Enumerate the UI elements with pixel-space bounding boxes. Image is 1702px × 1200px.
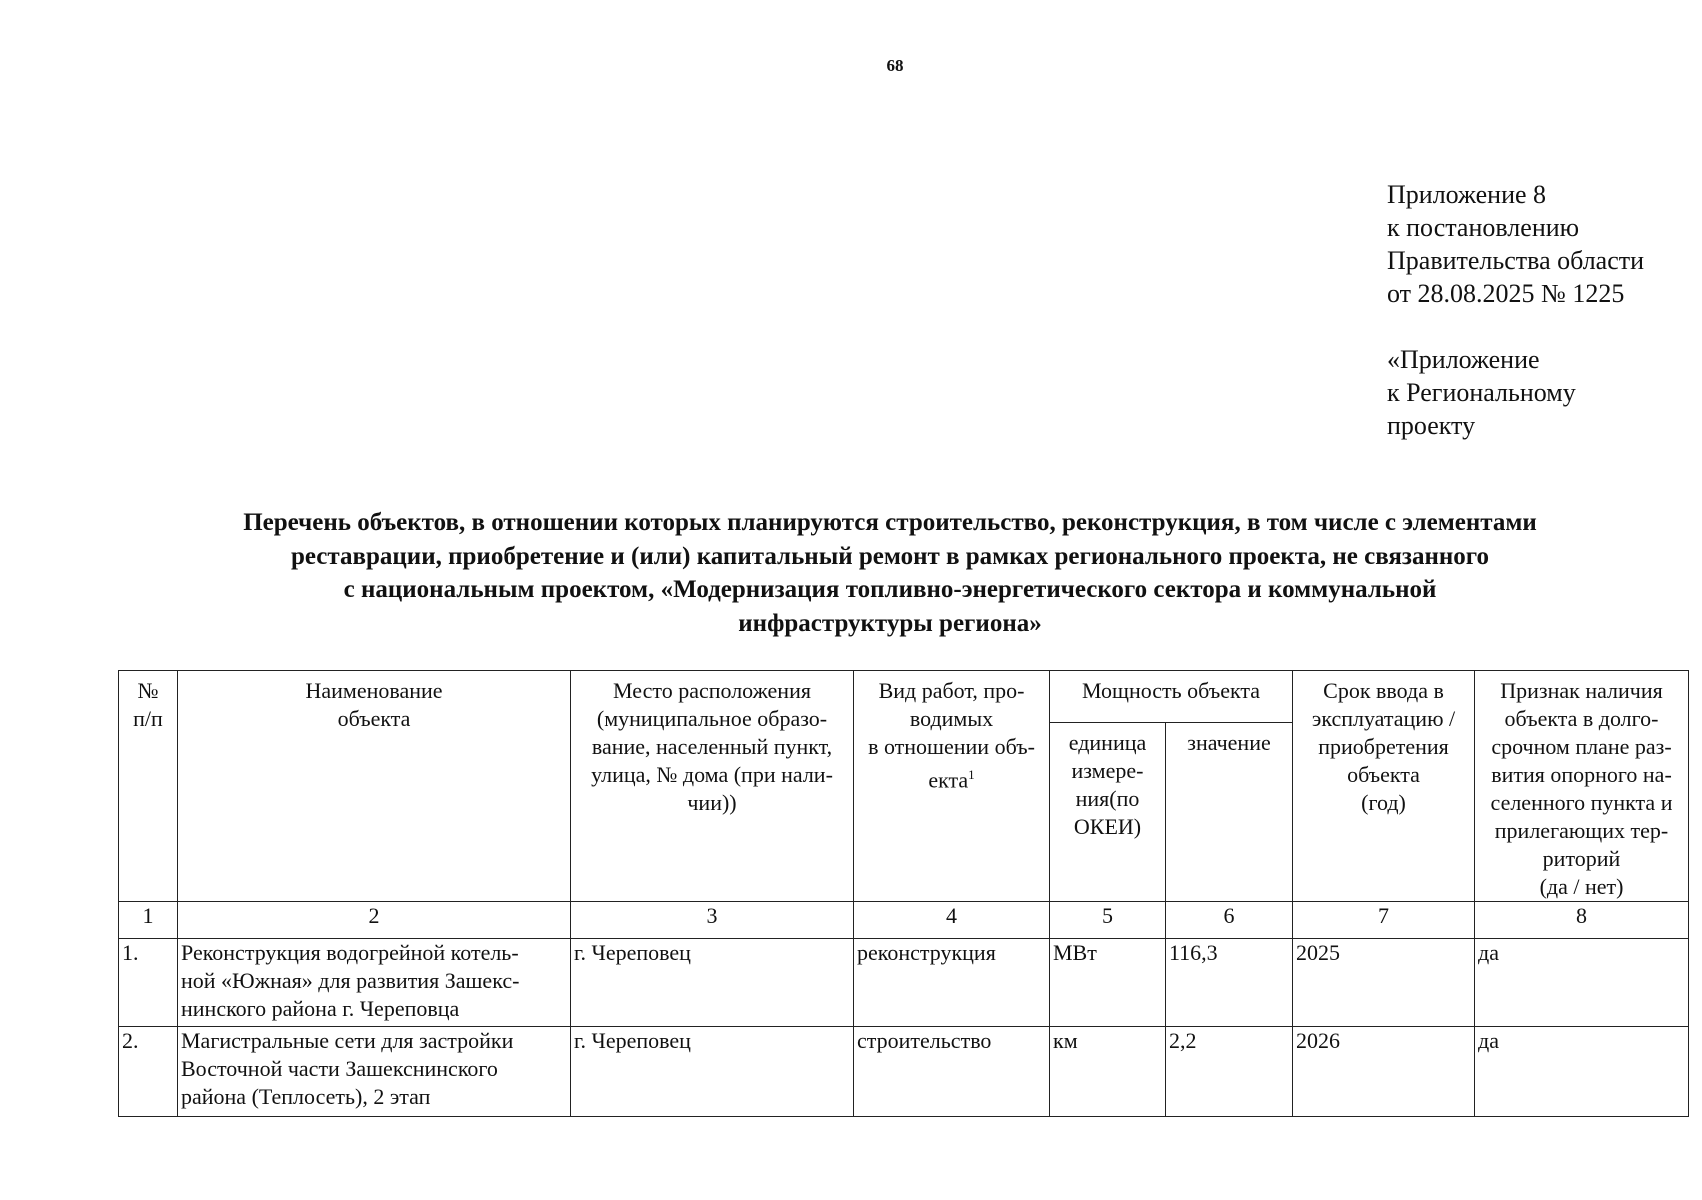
document-title [130,506,1650,640]
row-plan: да [1475,1027,1689,1117]
row-num: 1. [119,939,178,1027]
header-row [119,671,1689,723]
header-work: Вид работ, про- водимых в отношении объ- екта$^1$ [854,671,1050,902]
column-numbers-row [119,902,1689,939]
row-work: строительство [854,1027,1050,1117]
row-term: 2026 [1293,1027,1475,1117]
table-row [119,1027,1689,1117]
table-row [119,939,1689,1027]
appendix-line: к постановлению [1387,213,1580,242]
row-location: г. Череповец [571,939,854,1027]
header-location: Место расположения (муниципальное образо- вание, населенный пункт, улица, № дома (при нали- чии)) [571,671,854,902]
appendix-line: «Приложение [1387,345,1540,374]
column-number: 7 [1293,902,1475,939]
title-line: с национальным проектом, «Модернизация топливно-энергетического сектора и коммунальной [343,576,1437,603]
title-line: инфраструктуры региона» [738,609,1042,637]
row-plan: да [1475,939,1689,1027]
objects-table [118,670,1689,1117]
column-number: 1 [119,902,178,939]
header-num: № п/п [119,671,178,902]
appendix-line: Правительства области [1387,246,1645,275]
page-number: 68 [886,56,904,75]
row-value: 116,3 [1166,939,1293,1027]
column-number: 3 [571,902,854,939]
row-num: 2. [119,1027,178,1117]
row-unit: км [1050,1027,1166,1117]
row-unit: МВт [1050,939,1166,1027]
header-term: Срок ввода в эксплуатацию / приобретения объекта (год) [1293,671,1475,902]
footnote-mark: 1 [968,767,975,782]
appendix-line: от 28.08.2025 № 1225 [1387,279,1625,308]
header-value: значение [1166,723,1293,902]
column-number: 6 [1166,902,1293,939]
header-plan: Признак наличия объекта в долго- срочном плане раз- вития опорного на- селенного пункта и прилегающих тер- риторий (да / нет) [1475,671,1689,902]
title-line: Перечень объектов, в отношении которых планируются строительство, реконструкция, в том числе с элементами [243,509,1537,536]
row-name: Реконструкция водогрейной котель- ной «Южная» для развития Зашекс- нинского района г. Череповца [178,939,571,1027]
header-capacity: Мощность объекта [1050,671,1293,723]
row-term: 2025 [1293,939,1475,1027]
title-line: реставрации, приобретение и (или) капитальный ремонт в рамках регионального проекта, не связанного [291,542,1489,570]
row-location: г. Череповец [571,1027,854,1117]
column-number: 5 [1050,902,1166,939]
header-name: Наименование объекта [178,671,571,902]
appendix-block [1387,178,1644,442]
appendix-line: к Региональному [1387,378,1576,407]
header-unit: единица измере- ния(по ОКЕИ) [1050,723,1166,902]
row-work: реконструкция [854,939,1050,1027]
column-number: 4 [854,902,1050,939]
appendix-line: проекту [1387,411,1476,440]
column-number: 2 [178,902,571,939]
appendix-line: Приложение 8 [1387,180,1547,209]
column-number: 8 [1475,902,1689,939]
row-name: Магистральные сети для застройки Восточной части Зашекснинского района (Теплосеть), 2 этап [178,1027,571,1117]
row-value: 2,2 [1166,1027,1293,1117]
